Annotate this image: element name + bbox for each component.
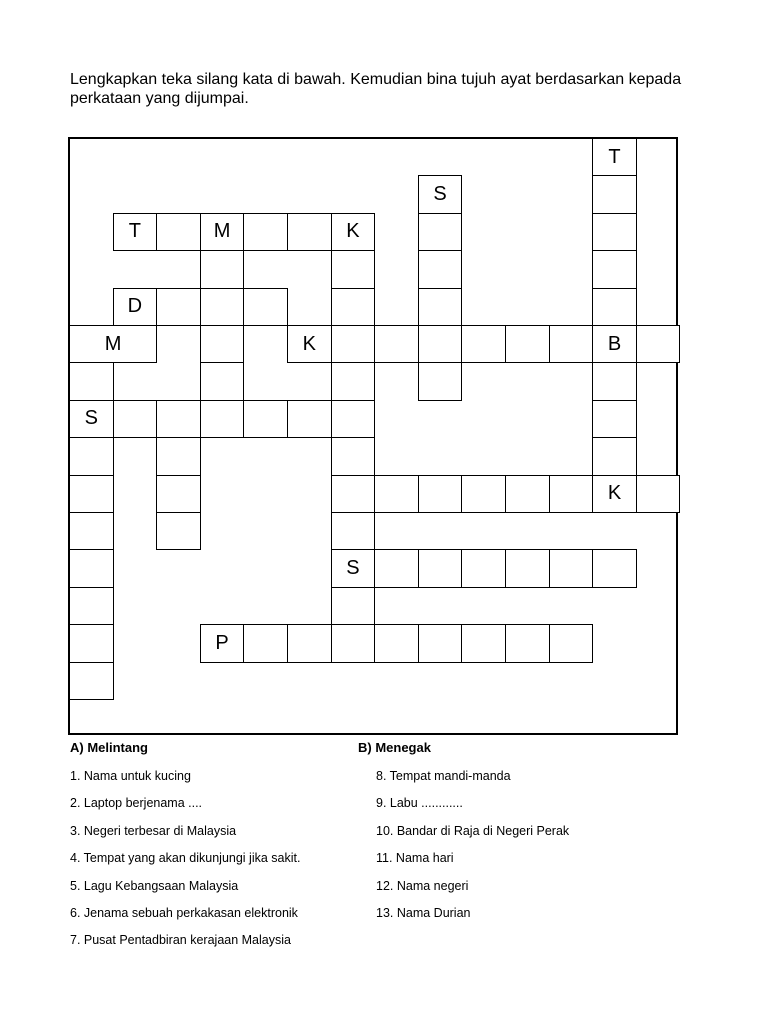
crossword-cell-r2-c3[interactable]: M [200, 213, 245, 251]
crossword-cell-r7-c2[interactable] [156, 400, 201, 438]
crossword-cell-r5-c5[interactable]: K [287, 325, 332, 363]
crossword-cell-r10-c2[interactable] [156, 512, 201, 550]
crossword-cell-r7-c0[interactable]: S [69, 400, 114, 438]
crossword-cell-r4-c8[interactable] [418, 288, 463, 326]
crossword-cell-r13-c6[interactable] [331, 624, 376, 662]
crossword-cell-r9-c12[interactable]: K [592, 475, 637, 513]
down-clue-9: 9. Labu ............ [376, 796, 463, 811]
across-clue-5: 5. Lagu Kebangsaan Malaysia [70, 878, 239, 893]
crossword-cell-r9-c11[interactable] [549, 475, 594, 513]
crossword-cell-r5-c8[interactable] [418, 325, 463, 363]
crossword-cell-r4-c2[interactable] [156, 288, 201, 326]
crossword-cell-r7-c12[interactable] [592, 400, 637, 438]
crossword-cell-r9-c9[interactable] [461, 475, 506, 513]
crossword-cell-r2-c1[interactable]: T [113, 213, 158, 251]
down-clue-13: 13. Nama Durian [376, 905, 471, 920]
crossword-cell-r3-c8[interactable] [418, 250, 463, 288]
crossword-cell-r0-c12[interactable]: T [592, 138, 637, 176]
crossword-cell-r7-c4[interactable] [243, 400, 288, 438]
crossword-cell-r5-c12[interactable]: B [592, 325, 637, 363]
crossword-cell-r5-c3[interactable] [200, 325, 245, 363]
across-clue-2: 2. Laptop berjenama .... [70, 796, 203, 811]
crossword-cell-r13-c10[interactable] [505, 624, 550, 662]
crossword-cell-r7-c3[interactable] [200, 400, 245, 438]
crossword-cell-r6-c6[interactable] [331, 362, 376, 400]
crossword-cell-r9-c8[interactable] [418, 475, 463, 513]
crossword-cell-r11-c8[interactable] [418, 549, 463, 587]
across-clue-list [70, 768, 300, 960]
crossword-cell-r11-c0[interactable] [69, 549, 114, 587]
crossword-cell-r8-c12[interactable] [592, 437, 637, 475]
down-clue-8: 8. Tempat mandi-manda [376, 769, 511, 783]
crossword-cell-r2-c4[interactable] [243, 213, 288, 251]
crossword-cell-r13-c11[interactable] [549, 624, 594, 662]
crossword-cell-r11-c12[interactable] [592, 549, 637, 587]
crossword-cell-r2-c6[interactable]: K [331, 213, 376, 251]
crossword-cell-r5-c0[interactable]: M [69, 325, 157, 363]
crossword-cell-r5-c6[interactable] [331, 325, 376, 363]
crossword-cell-r13-c8[interactable] [418, 624, 463, 662]
crossword-cell-r5-c10[interactable] [505, 325, 550, 363]
crossword-cell-r4-c6[interactable] [331, 288, 376, 326]
down-clue-12: 12. Nama negeri [376, 878, 469, 893]
crossword-cell-r9-c7[interactable] [374, 475, 419, 513]
down-clue-list [376, 768, 569, 932]
crossword-cell-r11-c10[interactable] [505, 549, 550, 587]
crossword-cell-r12-c6[interactable] [331, 587, 376, 625]
crossword-cell-r11-c11[interactable] [549, 549, 594, 587]
crossword-cell-r11-c7[interactable] [374, 549, 419, 587]
crossword-cell-r1-c12[interactable] [592, 175, 637, 213]
crossword-cell-r7-c1[interactable] [113, 400, 158, 438]
crossword-cell-r2-c2[interactable] [156, 213, 201, 251]
crossword-cell-r9-c2[interactable] [156, 475, 201, 513]
crossword-cell-r13-c7[interactable] [374, 624, 419, 662]
across-heading: A) Melintang [70, 740, 148, 755]
crossword-cell-r4-c4[interactable] [243, 288, 288, 326]
crossword-cell-r5-c7[interactable] [374, 325, 419, 363]
down-clue-11: 11. Nama hari [376, 851, 454, 866]
crossword-cell-r6-c3[interactable] [200, 362, 245, 400]
crossword-cell-r5-c13[interactable] [636, 325, 681, 363]
crossword-cell-r1-c8[interactable]: S [418, 175, 463, 213]
crossword-cell-r2-c12[interactable] [592, 213, 637, 251]
crossword-cell-r7-c6[interactable] [331, 400, 376, 438]
crossword-cell-r11-c6[interactable]: S [331, 549, 376, 587]
crossword-cell-r13-c4[interactable] [243, 624, 288, 662]
crossword-cell-r8-c6[interactable] [331, 437, 376, 475]
crossword-cell-r7-c5[interactable] [287, 400, 332, 438]
crossword-cell-r4-c12[interactable] [592, 288, 637, 326]
crossword-cell-r14-c0[interactable] [69, 662, 114, 700]
crossword-cell-r3-c6[interactable] [331, 250, 376, 288]
crossword-cell-r10-c6[interactable] [331, 512, 376, 550]
crossword-cell-r10-c0[interactable] [69, 512, 114, 550]
crossword-cell-r13-c3[interactable]: P [200, 624, 245, 662]
instruction-text: Lengkapkan teka silang kata di bawah. Kemudian bina tujuh ayat berdasarkan kepada perkataan yang dijumpai. [70, 71, 682, 107]
crossword-cell-r3-c3[interactable] [200, 250, 245, 288]
crossword-cell-r9-c0[interactable] [69, 475, 114, 513]
crossword-cell-r6-c0[interactable] [69, 362, 114, 400]
crossword-cell-r4-c3[interactable] [200, 288, 245, 326]
crossword-cell-r8-c0[interactable] [69, 437, 114, 475]
crossword-cell-r9-c13[interactable] [636, 475, 681, 513]
across-clue-6: 6. Jenama sebuah perkakasan elektronik [70, 905, 298, 920]
crossword-cell-r6-c12[interactable] [592, 362, 637, 400]
crossword-cell-r13-c5[interactable] [287, 624, 332, 662]
crossword-cell-r9-c6[interactable] [331, 475, 376, 513]
crossword-cell-r8-c2[interactable] [156, 437, 201, 475]
down-clue-10: 10. Bandar di Raja di Negeri Perak [376, 823, 570, 838]
crossword-cell-r5-c9[interactable] [461, 325, 506, 363]
crossword-cell-r12-c0[interactable] [69, 587, 114, 625]
across-clue-3: 3. Negeri terbesar di Malaysia [70, 823, 237, 838]
crossword-cell-r6-c8[interactable] [418, 362, 463, 400]
crossword-cell-r3-c12[interactable] [592, 250, 637, 288]
crossword-cell-r13-c9[interactable] [461, 624, 506, 662]
crossword-cell-r13-c0[interactable] [69, 624, 114, 662]
crossword-cell-r5-c11[interactable] [549, 325, 594, 363]
crossword-cell-r4-c1[interactable]: D [113, 288, 158, 326]
across-clue-1: 1. Nama untuk kucing [70, 769, 191, 783]
across-clue-7: 7. Pusat Pentadbiran kerajaan Malaysia [70, 933, 291, 948]
down-heading: B) Menegak [358, 740, 431, 755]
crossword-cell-r11-c9[interactable] [461, 549, 506, 587]
crossword-cell-r2-c5[interactable] [287, 213, 332, 251]
across-clue-4: 4. Tempat yang akan dikunjungi jika sakit. [70, 851, 301, 866]
crossword-cell-r2-c8[interactable] [418, 213, 463, 251]
crossword-cell-r9-c10[interactable] [505, 475, 550, 513]
